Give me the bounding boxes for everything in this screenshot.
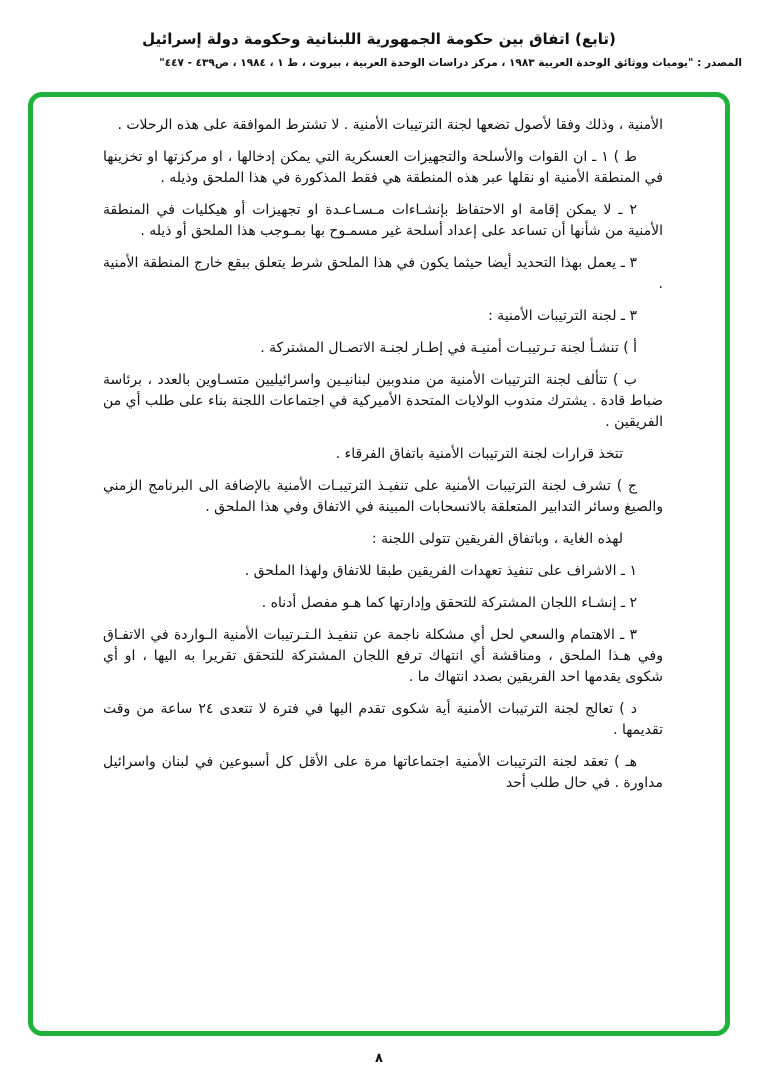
content-border-box	[28, 92, 730, 1036]
document-title: (تابع) اتفاق بين حكومة الجمهورية اللبنانية وحكومة دولة إسرائيل	[142, 30, 616, 48]
paragraph: ب ) تتألف لجنة الترتيبات الأمنية من مندوبين لبنانيـين واسرائيليين متسـاوين بالعدد ، برئاسة ضباط قادة . يشترك مندوب الولايات المتحدة الأميركية في اجتماعات اللجنة بناء على طلب أي من الفريقين .	[103, 372, 663, 430]
page-number: ٨	[375, 1051, 383, 1066]
paragraph: ٢ ـ إنشـاء اللجان المشتركة للتحقق وإدارتها كما هـو مفصل أدناه .	[261, 595, 637, 611]
section-heading: ٣ ـ لجنة الترتيبات الأمنية :	[488, 308, 637, 324]
paragraph: تتخذ قرارات لجنة الترتيبات الأمنية باتفاق الفرقاء .	[335, 446, 623, 462]
paragraph: د ) تعالج لجنة الترتيبات الأمنية أية شكوى تقدم اليها في فترة لا تتعدى ٢٤ ساعة من وقت تقديمها .	[103, 701, 663, 738]
paragraph: الأمنية ، وذلك وفقا لأصول تضعها لجنة الترتيبات الأمنية . لا تشترط الموافقة على هذه الرحلات .	[117, 117, 663, 133]
paragraph: ج ) تشرف لجنة الترتيبات الأمنية على تنفيـذ الترتيبـات الأمنية بالإضافة الى البرنامج الزمني والصيغ وسائر التدابير المتعلقة بالانسحابات المبينة في الاتفاق وفي هذا الملحق .	[103, 478, 663, 515]
paragraph: أ ) تنشـأ لجنة تـرتيبـات أمنيـة في إطـار لجنـة الاتصـال المشتركة .	[260, 340, 637, 356]
paragraph: لهذه الغاية ، وباتفاق الفريقين تتولى اللجنة :	[371, 531, 623, 547]
source-line: المصدر : "يوميات ووثائق الوحدة العربية ١٩٨٣ ، مركز دراسات الوحدة العربية ، بيروت ، ط ١ ، ١٩٨٤ ، ص٤٣٩ - ٤٤٧"	[159, 57, 742, 69]
document-body	[103, 115, 663, 1021]
paragraph: ٣ ـ يعمل بهذا التحديد أيضا حيثما يكون في هذا الملحق شرط يتعلق ببقع خارج المنطقة الأمنية .	[103, 255, 663, 292]
paragraph: ١ ـ الاشراف على تنفيذ تعهدات الفريقين طبقا للاتفاق ولهذا الملحق .	[244, 563, 637, 579]
paragraph: ٣ ـ الاهتمام والسعي لحل أي مشكلة ناجمة عن تنفيـذ الـتـرتيبات الأمنية الـواردة في الاتفـاق وفي هـذا الملحق ، ومناقشة أي انتهاك ترفع اللجان المشتركة للتحقق تقريرا به اليها ، او أي شكوى يقدمها احد الفريقين بصدد انتهاك ما .	[103, 627, 663, 685]
paragraph: ط ) ١ ـ ان القوات والأسلحة والتجهيزات العسكرية التي يمكن إدخالها ، او مركزتها او تخزينها في المنطقة الأمنية او نقلها عبر هذه المنطقة هي فقط المذكورة في هذا الملحق وذيله .	[103, 149, 663, 186]
paragraph: هـ ) تعقد لجنة الترتيبات الأمنية اجتماعاتها مرة على الأقل كل أسبوعين في لبنان واسرائيل مداورة . في حال طلب أحد	[103, 754, 663, 791]
paragraph: ٢ ـ لا يمكن إقامة او الاحتفاظ بإنشـاءات مـسـاعـدة او تجهيزات أو هيكليات في المنطقة الأمنية من شأنها أن تساعد على إعداد أسلحة غير مسمـوح بها بمـوجب هذا الملحق أو ذيله .	[103, 202, 663, 239]
